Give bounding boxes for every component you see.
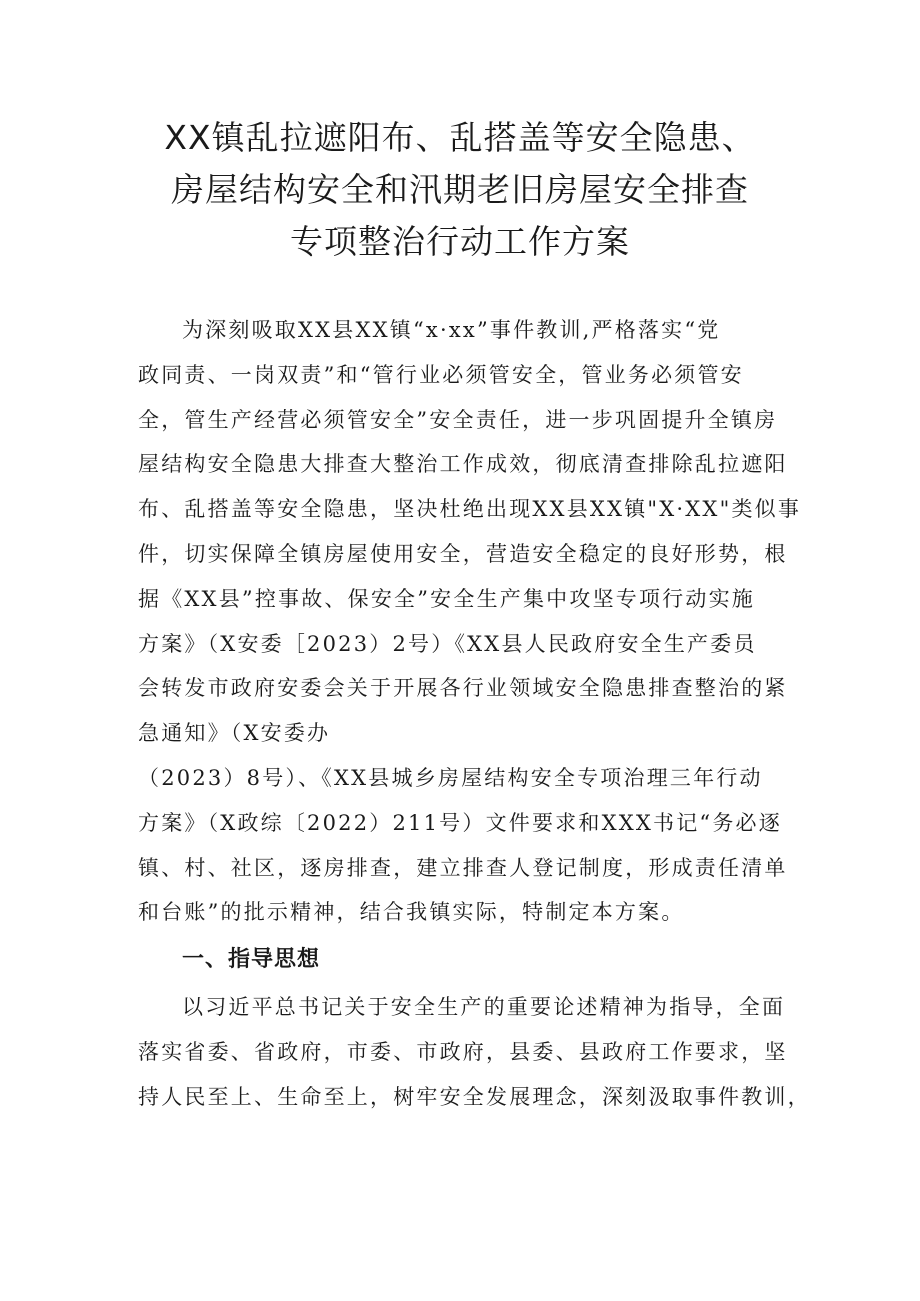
document-body <box>138 308 811 1120</box>
section-heading-guiding-ideology: 一、指导思想 <box>182 947 321 973</box>
paragraph2-line: 持人民至上、生命至上，树牢安全发展理念，深刻汲取事件教训， <box>138 1084 811 1109</box>
title-line: 房屋结构安全和汛期老旧房屋安全排查 <box>171 170 749 209</box>
paragraph1-line: 政同责、一岗双责”和“管行业必须管安全，管业务必须管安 <box>138 362 744 387</box>
paragraph1-line: 镇、村、社区，逐房排查，建立排查人登记制度，形成责任清单 <box>138 855 788 880</box>
paragraph1-line: 急通知》（X安委办 <box>138 721 331 746</box>
paragraph1-line: 和台账”的批示精神，结合我镇实际，特制定本方案。 <box>138 900 685 925</box>
paragraph1-line: （2023）8号）、《XX县城乡房屋结构安全专项治理三年行动 <box>138 765 763 790</box>
paragraph2-line: 以习近平总书记关于安全生产的重要论述精神为指导，全面 <box>182 995 786 1020</box>
paragraph1-line: 据《XX县”控事故、保安全”安全生产集中攻坚专项行动实施 <box>138 586 755 611</box>
paragraph1-line: 方案》（X安委［2023）2号）《XX县人民政府安全生产委员 <box>138 631 757 656</box>
paragraph1-line: 会转发市政府安委会关于开展各行业领域安全隐患排查整治的紧 <box>138 676 788 701</box>
paragraph1-line: 为深刻吸取XX县XX镇“x·xx”事件教训,严格落实“党 <box>182 318 721 342</box>
paragraph1-line: 方案》（X政综〔2022）211号）文件要求和XXX书记“务必逐 <box>138 810 782 835</box>
document-title <box>0 112 920 268</box>
paragraph1-line: 全，管生产经营必须管安全”安全责任，进一步巩固提升全镇房 <box>138 407 778 432</box>
title-line: XX镇乱拉遮阳布、乱搭盖等安全隐患、 <box>164 118 756 157</box>
title-line: 专项整治行动工作方案 <box>290 222 630 261</box>
paragraph1-line: 件，切实保障全镇房屋使用安全，营造安全稳定的良好形势，根 <box>138 541 788 566</box>
paragraph1-line: 布、乱搭盖等安全隐患，坚决杜绝出现XX县XX镇"X·XX"类似事 <box>138 497 802 522</box>
paragraph2-line: 落实省委、省政府，市委、市政府，县委、县政府工作要求，坚 <box>138 1039 788 1064</box>
paragraph1-line: 屋结构安全隐患大排查大整治工作成效，彻底清查排除乱拉遮阳 <box>138 452 788 477</box>
